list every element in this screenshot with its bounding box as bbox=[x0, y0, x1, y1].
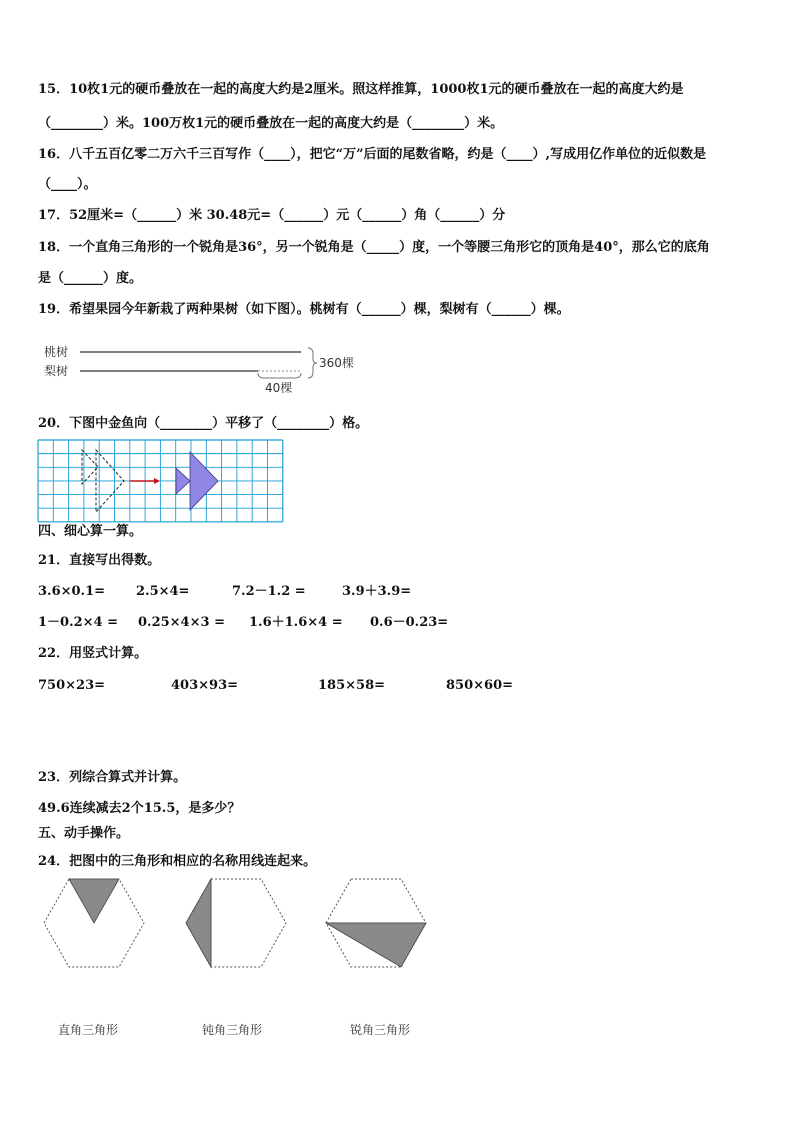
total-brace bbox=[308, 348, 317, 378]
q21-row1-item1: 3.6×0.1= bbox=[38, 584, 106, 599]
section5-title: 五、动手操作。 bbox=[38, 826, 130, 841]
q22-item2: 403×93= bbox=[171, 678, 239, 693]
q15-line1: 15．10枚1元的硬币叠放在一起的高度大约是2厘米。照这样推算，1000枚1元的硬币叠放在一起的高度大约是 bbox=[38, 82, 684, 97]
label-right-triangle: 直角三角形 bbox=[58, 1023, 119, 1037]
q22-item4: 850×60= bbox=[446, 678, 514, 693]
triangle-2 bbox=[186, 879, 211, 967]
diff-label: 40棵 bbox=[265, 381, 293, 395]
hexagon-triangles-figure bbox=[40, 876, 440, 976]
label-obtuse-triangle: 钝角三角形 bbox=[202, 1023, 263, 1037]
pear-label: 梨树 bbox=[44, 364, 69, 378]
section4-title: 四、细心算一算。 bbox=[38, 524, 143, 539]
q17-line1: 17．52厘米=（______）米 30.48元=（______）元（______）角（______）分 bbox=[38, 208, 506, 223]
total-label: 360棵 bbox=[319, 356, 354, 370]
q19-line1: 19．希望果园今年新栽了两种果树（如下图）。桃树有（______）棵，梨树有（______）棵。 bbox=[38, 302, 570, 317]
triangle-3 bbox=[326, 923, 426, 967]
q21-row2-item2: 0.25×4×3 = bbox=[138, 615, 225, 630]
triangle-1 bbox=[69, 879, 119, 923]
q18-line1: 18．一个直角三角形的一个锐角是36°，另一个锐角是（_____）度，一个等腰三角形它的顶角是40°，那么它的底角 bbox=[38, 240, 710, 255]
q24-title: 24．把图中的三角形和相应的名称用线连起来。 bbox=[38, 854, 317, 869]
q16-line2: （____）。 bbox=[38, 177, 97, 192]
q18-line2: 是（______）度。 bbox=[38, 271, 143, 286]
fish-moved-body bbox=[190, 452, 218, 510]
q22-title: 22．用竖式计算。 bbox=[38, 646, 148, 661]
q22-item1: 750×23= bbox=[38, 678, 106, 693]
tree-segment-diagram bbox=[40, 340, 380, 395]
translation-arrowhead bbox=[154, 478, 160, 484]
grid-lines bbox=[38, 440, 283, 522]
q23-title: 23．列综合算式并计算。 bbox=[38, 770, 187, 785]
triangle-name-labels bbox=[40, 1018, 440, 1042]
fish-grid bbox=[38, 440, 288, 522]
q15-line2: （________）米。100万枚1元的硬币叠放在一起的高度大约是（________）米。 bbox=[38, 116, 504, 131]
q21-row1-item2: 2.5×4= bbox=[136, 584, 190, 599]
peach-label: 桃树 bbox=[44, 345, 69, 359]
label-acute-triangle: 锐角三角形 bbox=[350, 1023, 411, 1037]
q21-title: 21．直接写出得数。 bbox=[38, 553, 161, 568]
q21-row2-item3: 1.6＋1.6×4 = bbox=[249, 615, 343, 630]
q22-item3: 185×58= bbox=[318, 678, 386, 693]
q21-row1-item3: 7.2－1.2 = bbox=[232, 584, 306, 599]
q21-row2-item1: 1－0.2×4 = bbox=[38, 615, 119, 630]
q21-row2-item4: 0.6－0.23= bbox=[370, 615, 449, 630]
q23-text: 49.6连续减去2个15.5，是多少？ bbox=[38, 801, 241, 816]
diff-brace bbox=[258, 373, 301, 378]
fish-moved-tail bbox=[176, 468, 190, 494]
q16-line1: 16．八千五百亿零二万六千三百写作（____），把它“万”后面的尾数省略，约是（____）,写成用亿作单位的近似数是 bbox=[38, 147, 707, 162]
q21-row1-item4: 3.9＋3.9= bbox=[342, 584, 412, 599]
q20-line1: 20．下图中金鱼向（________）平移了（________）格。 bbox=[38, 416, 369, 431]
